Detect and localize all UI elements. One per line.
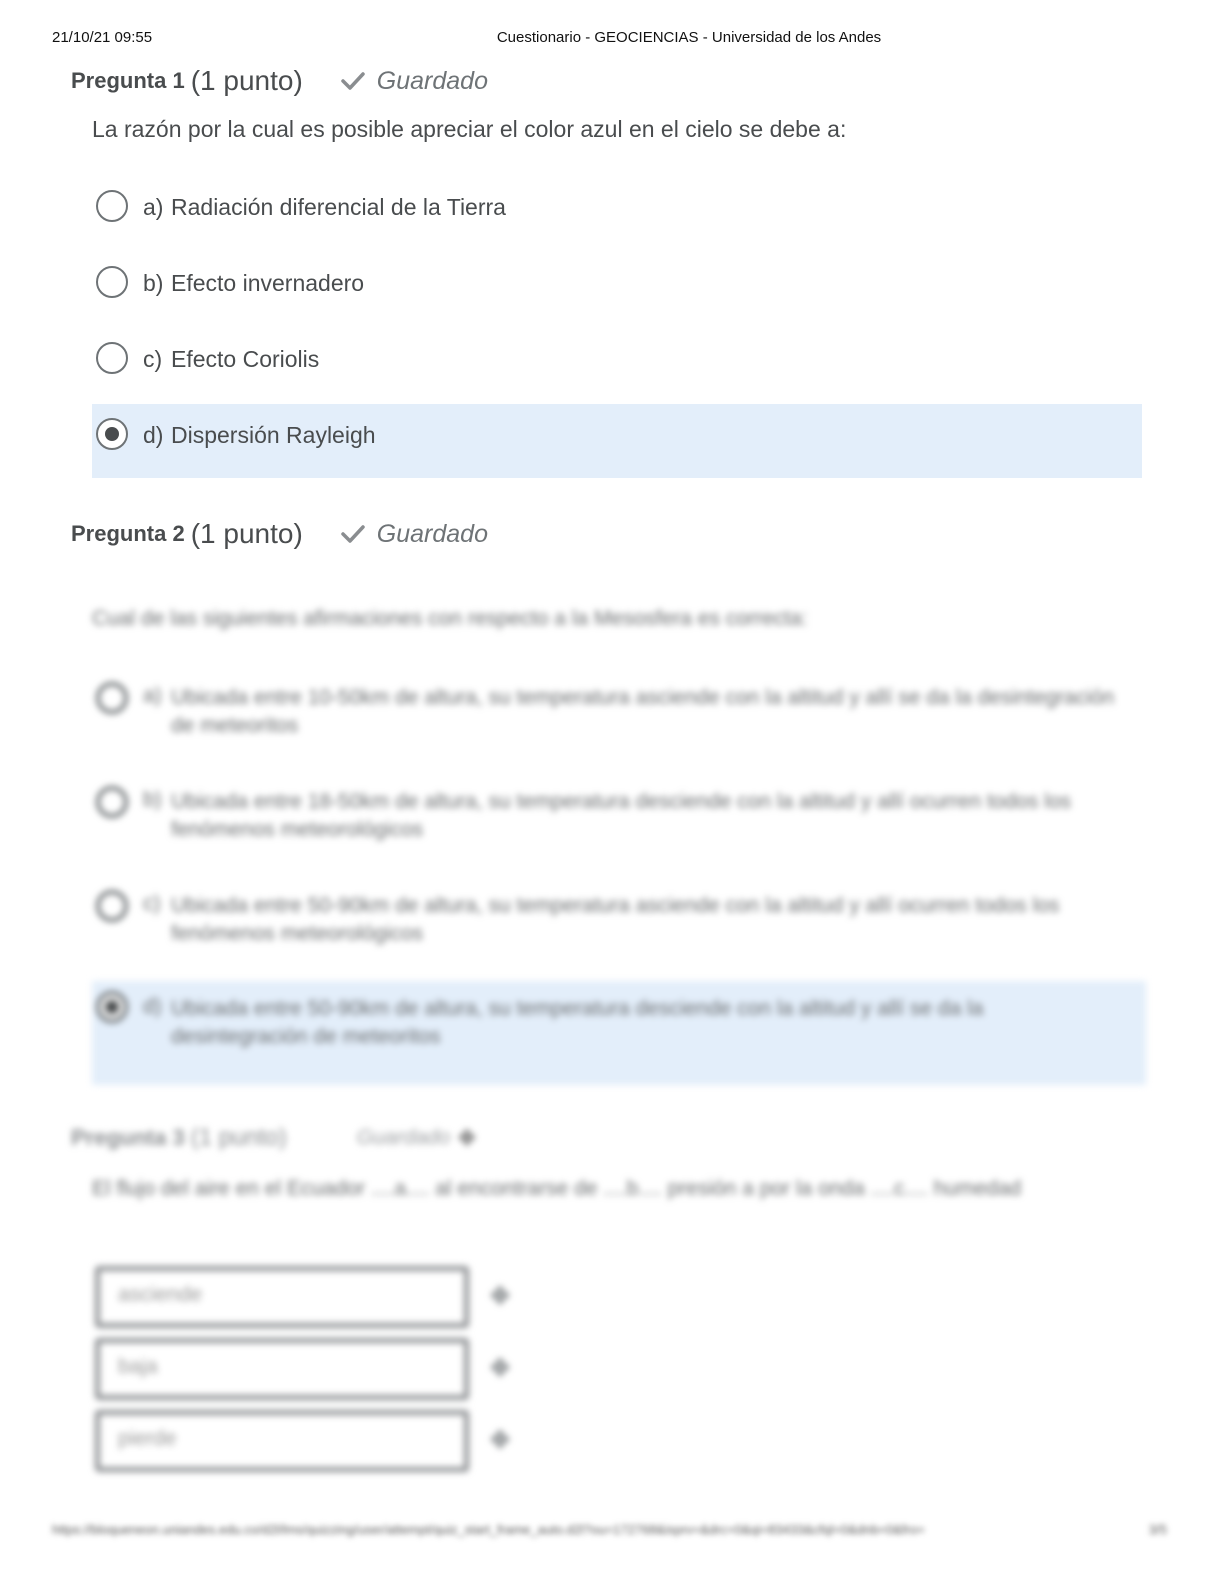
option-letter: b) xyxy=(143,788,162,811)
question-text: Cual de las siguientes afirmaciones con respecto a la Mesosfera es correcta: xyxy=(92,607,808,630)
drag-icon: ✥ xyxy=(458,1126,476,1150)
question-header xyxy=(71,61,488,101)
page-number: 3/5 xyxy=(1148,1522,1167,1537)
option-c[interactable] xyxy=(92,332,1142,386)
option-letter: c) xyxy=(143,892,161,915)
move-icon[interactable]: ✥ xyxy=(490,1427,511,1454)
radio-button-selected[interactable] xyxy=(96,418,128,450)
blank-c-input[interactable]: pierde xyxy=(95,1410,469,1472)
option-letter: b) xyxy=(143,270,164,296)
option-text: Dispersión Rayleigh xyxy=(171,422,376,448)
radio-dot xyxy=(105,427,119,441)
question-header xyxy=(71,514,488,554)
question-title: Pregunta 3 xyxy=(71,1125,185,1150)
print-title: Cuestionario - GEOCIENCIAS - Universidad de los Andes xyxy=(496,29,882,46)
move-icon[interactable]: ✥ xyxy=(490,1283,511,1310)
save-status-label: Guardado xyxy=(376,519,488,548)
question-text: El flujo del aire en el Ecuador ....a.... al encontrarse de ....b.... presión a por la onda ....c.... humedad xyxy=(92,1177,1022,1200)
option-text: Radiación diferencial de la Tierra xyxy=(171,194,506,220)
radio-button[interactable] xyxy=(96,190,128,222)
radio-button[interactable] xyxy=(96,342,128,374)
option-text: Efecto Coriolis xyxy=(171,346,320,372)
save-status xyxy=(357,1126,476,1151)
option-text: Efecto invernadero xyxy=(171,270,365,296)
question-header xyxy=(71,1118,476,1158)
option-letter: c) xyxy=(143,346,163,372)
radio-button-selected[interactable] xyxy=(96,991,128,1023)
blank-b-input[interactable]: baja xyxy=(95,1338,469,1400)
blank-a-input[interactable]: asciende xyxy=(95,1266,469,1328)
radio-dot xyxy=(105,1000,119,1014)
save-status-label: Guardado xyxy=(356,1126,451,1149)
option-a[interactable] xyxy=(92,676,1142,746)
radio-button[interactable] xyxy=(96,890,128,922)
option-a[interactable] xyxy=(92,180,1142,234)
print-datetime: 21/10/21 09:55 xyxy=(52,29,153,46)
question-title: Pregunta 1 xyxy=(71,68,185,93)
radio-button[interactable] xyxy=(96,682,128,714)
option-text: Ubicada entre 50-90km de altura, su temperatura desciende con la altitud y allí se da la desintegración de meteoritos xyxy=(171,997,984,1048)
save-status-label: Guardado xyxy=(376,66,488,95)
option-b[interactable] xyxy=(92,256,1142,310)
option-letter: d) xyxy=(143,422,164,448)
question-text: La razón por la cual es posible apreciar el color azul en el cielo se debe a: xyxy=(92,116,847,142)
question-points: (1 punto) xyxy=(190,65,303,96)
option-text: Ubicada entre 10-50km de altura, su temperatura asciende con la altitud y allí se da la desintegración de meteoritos xyxy=(171,686,1115,737)
save-status xyxy=(341,520,488,549)
print-header xyxy=(0,29,1224,49)
option-letter: a) xyxy=(143,194,164,220)
move-icon[interactable]: ✥ xyxy=(490,1355,511,1382)
check-icon xyxy=(341,71,365,91)
question-title: Pregunta 2 xyxy=(71,521,185,546)
option-text: Ubicada entre 18-50km de altura, su temperatura desciende con la altitud y allí ocurren todos los fenómenos meteorológicos xyxy=(171,790,1072,841)
question-points: (1 punto) xyxy=(190,1124,287,1151)
option-letter: a) xyxy=(143,684,162,707)
option-c[interactable] xyxy=(92,884,1142,954)
save-status xyxy=(341,67,488,96)
option-letter: d) xyxy=(143,995,162,1018)
check-icon xyxy=(341,524,365,544)
option-d[interactable] xyxy=(92,404,1142,478)
print-url: https://bloqueneon.uniandes.edu.co/d2l/lms/quizzing/user/attempt/quiz_start_frame_auto.d2l?ou=172768&isprv=&drc=0&qi=83433&cfql=0&dnb=0&fro= xyxy=(52,1522,925,1537)
option-text: Ubicada entre 50-90km de altura, su temperatura asciende con la altitud y allí ocurren todos los fenómenos meteorológicos xyxy=(171,894,1060,945)
option-d[interactable] xyxy=(92,981,1146,1085)
radio-button[interactable] xyxy=(96,266,128,298)
radio-button[interactable] xyxy=(96,786,128,818)
question-points: (1 punto) xyxy=(190,518,303,549)
option-b[interactable] xyxy=(92,780,1142,850)
print-footer xyxy=(52,1522,1167,1542)
